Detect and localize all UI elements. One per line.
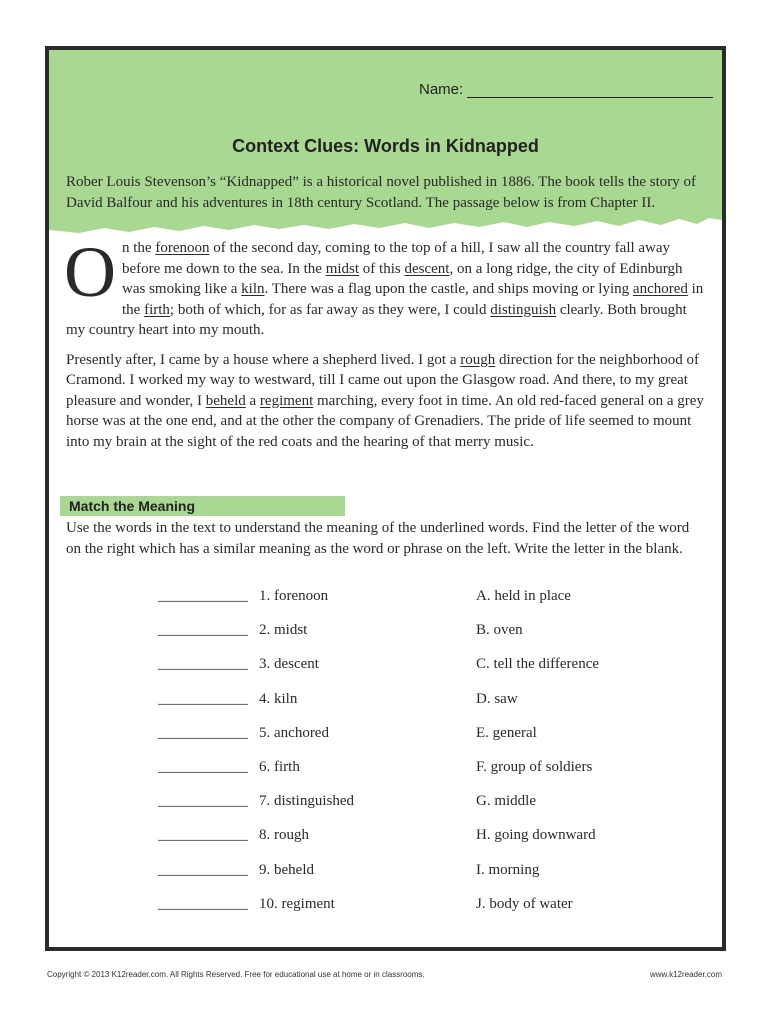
- answer-blank[interactable]: ____________: [158, 724, 248, 741]
- vocab-item: 7. distinguished: [259, 793, 355, 810]
- definition-option: H. going downward: [476, 827, 596, 844]
- vocab-item: 6. firth: [259, 759, 300, 775]
- vocab-item: 4. kiln: [259, 690, 298, 707]
- passage-text: , on a long ridge, the city of Edinburgh was smoking like a: [122, 260, 683, 297]
- answer-blank[interactable]: ____________: [158, 793, 248, 810]
- vocab-item: 3. descent: [259, 656, 319, 673]
- vocab-item: 2. midst: [259, 622, 308, 639]
- vocab-item: 10. regiment: [259, 895, 335, 912]
- definition-option: B. oven: [476, 622, 523, 639]
- answer-blank[interactable]: ____________: [158, 690, 248, 707]
- answer-blank[interactable]: ____________: [158, 895, 248, 912]
- matching-row: [49, 588, 722, 612]
- worksheet-frame: [45, 46, 726, 951]
- answer-blank[interactable]: ____________: [158, 759, 248, 775]
- passage-text: of the second day, coming to the top of a hill, I saw all the country fall away before me down to the sea. In the: [122, 240, 671, 277]
- matching-row: [49, 793, 722, 817]
- definition-option: G. middle: [476, 793, 536, 810]
- definition-option: J. body of water: [476, 895, 573, 912]
- passage: [64, 232, 706, 461]
- vocab-word: midst: [325, 260, 360, 277]
- definition-option: D. saw: [476, 690, 518, 707]
- matching-row: [49, 759, 722, 783]
- vocab-word: descent: [404, 260, 450, 277]
- definition-option: C. tell the difference: [476, 656, 600, 673]
- passage-text: ; both of which, for as far away as they were, I could: [169, 301, 491, 318]
- passage-text: a: [245, 392, 260, 409]
- matching-row: [49, 827, 722, 851]
- passage-text: clearly. Both brought my country heart into my mouth.: [66, 301, 687, 338]
- vocab-item: 9. beheld: [259, 861, 314, 878]
- vocab-word: rough: [460, 351, 496, 368]
- copyright-text: Copyright © 2013 K12reader.com. All Rights Reserved. Free for educational use at home or in classrooms.: [47, 970, 425, 979]
- definition-option: E. general: [476, 724, 537, 741]
- instructions: Use the words in the text to understand the meaning of the underlined words. Find the letter of the word on the right which has a similar meaning as the word or phrase on the left. Write the letter in the blank.: [66, 520, 690, 557]
- answer-blank[interactable]: ____________: [158, 588, 248, 604]
- passage-text: direction for the neighborhood of Cramond. I worked my way to westward, till I came out upon the Glasgow road. And there, to my great pleasure and wonder, I: [66, 351, 699, 409]
- passage-paragraph-1: [64, 232, 706, 341]
- passage-text: marching, every foot in time. An old red-faced general on a grey horse was at the one end, and at the other the company of Grenadiers. The pride of life seemed to mount into my brain at the sight of the red coats and the hearing of that merry music.: [66, 392, 704, 450]
- passage-text: Presently after, I came by a house where a shepherd lived. I got a: [66, 351, 461, 368]
- answer-blank[interactable]: ____________: [158, 861, 248, 878]
- answer-blank[interactable]: ____________: [158, 827, 248, 844]
- matching-row: [49, 656, 722, 680]
- passage-paragraph-2: [66, 350, 706, 453]
- passage-text: . There was a flag upon the castle, and ships moving or lying: [264, 281, 633, 297]
- vocab-item: 8. rough: [259, 827, 309, 844]
- name-field-row: [419, 81, 713, 98]
- drop-cap: O: [64, 232, 116, 312]
- vocab-item: 1. forenoon: [259, 588, 329, 604]
- site-url: www.k12reader.com: [649, 970, 722, 979]
- vocab-word: distinguish: [490, 301, 557, 318]
- matching-row: [49, 725, 722, 749]
- vocab-word: firth: [144, 301, 170, 318]
- matching-row: [49, 691, 722, 715]
- vocab-word: forenoon: [155, 240, 210, 256]
- definition-option: I. morning: [476, 861, 540, 878]
- vocab-item: 5. anchored: [259, 724, 329, 741]
- vocab-word: anchored: [632, 281, 688, 297]
- answer-blank[interactable]: ____________: [158, 656, 248, 673]
- name-blank-line[interactable]: [467, 81, 713, 98]
- passage-text: in the: [122, 281, 704, 318]
- matching-row: [49, 862, 722, 886]
- vocab-word: beheld: [205, 392, 246, 409]
- name-label: Name:: [419, 81, 464, 98]
- definition-option: F. group of soldiers: [476, 759, 593, 775]
- vocab-word: kiln: [241, 281, 265, 297]
- matching-row: [49, 896, 722, 920]
- vocab-word: regiment: [259, 392, 314, 409]
- passage-text: n the: [122, 240, 156, 256]
- answer-blank[interactable]: ____________: [158, 622, 248, 639]
- definition-option: A. held in place: [476, 588, 571, 604]
- passage-text: of this: [359, 260, 405, 277]
- matching-row: [49, 622, 722, 646]
- section-title: Match the Meaning: [69, 498, 196, 514]
- intro-paragraph: Rober Louis Stevenson’s “Kidnapped” is a historical novel published in 1886. The book tells the story of David Balfour and his adventures in 18th century Scotland. The passage below is from Chapter II.: [66, 174, 697, 211]
- page-title: Context Clues: Words in Kidnapped: [232, 136, 539, 156]
